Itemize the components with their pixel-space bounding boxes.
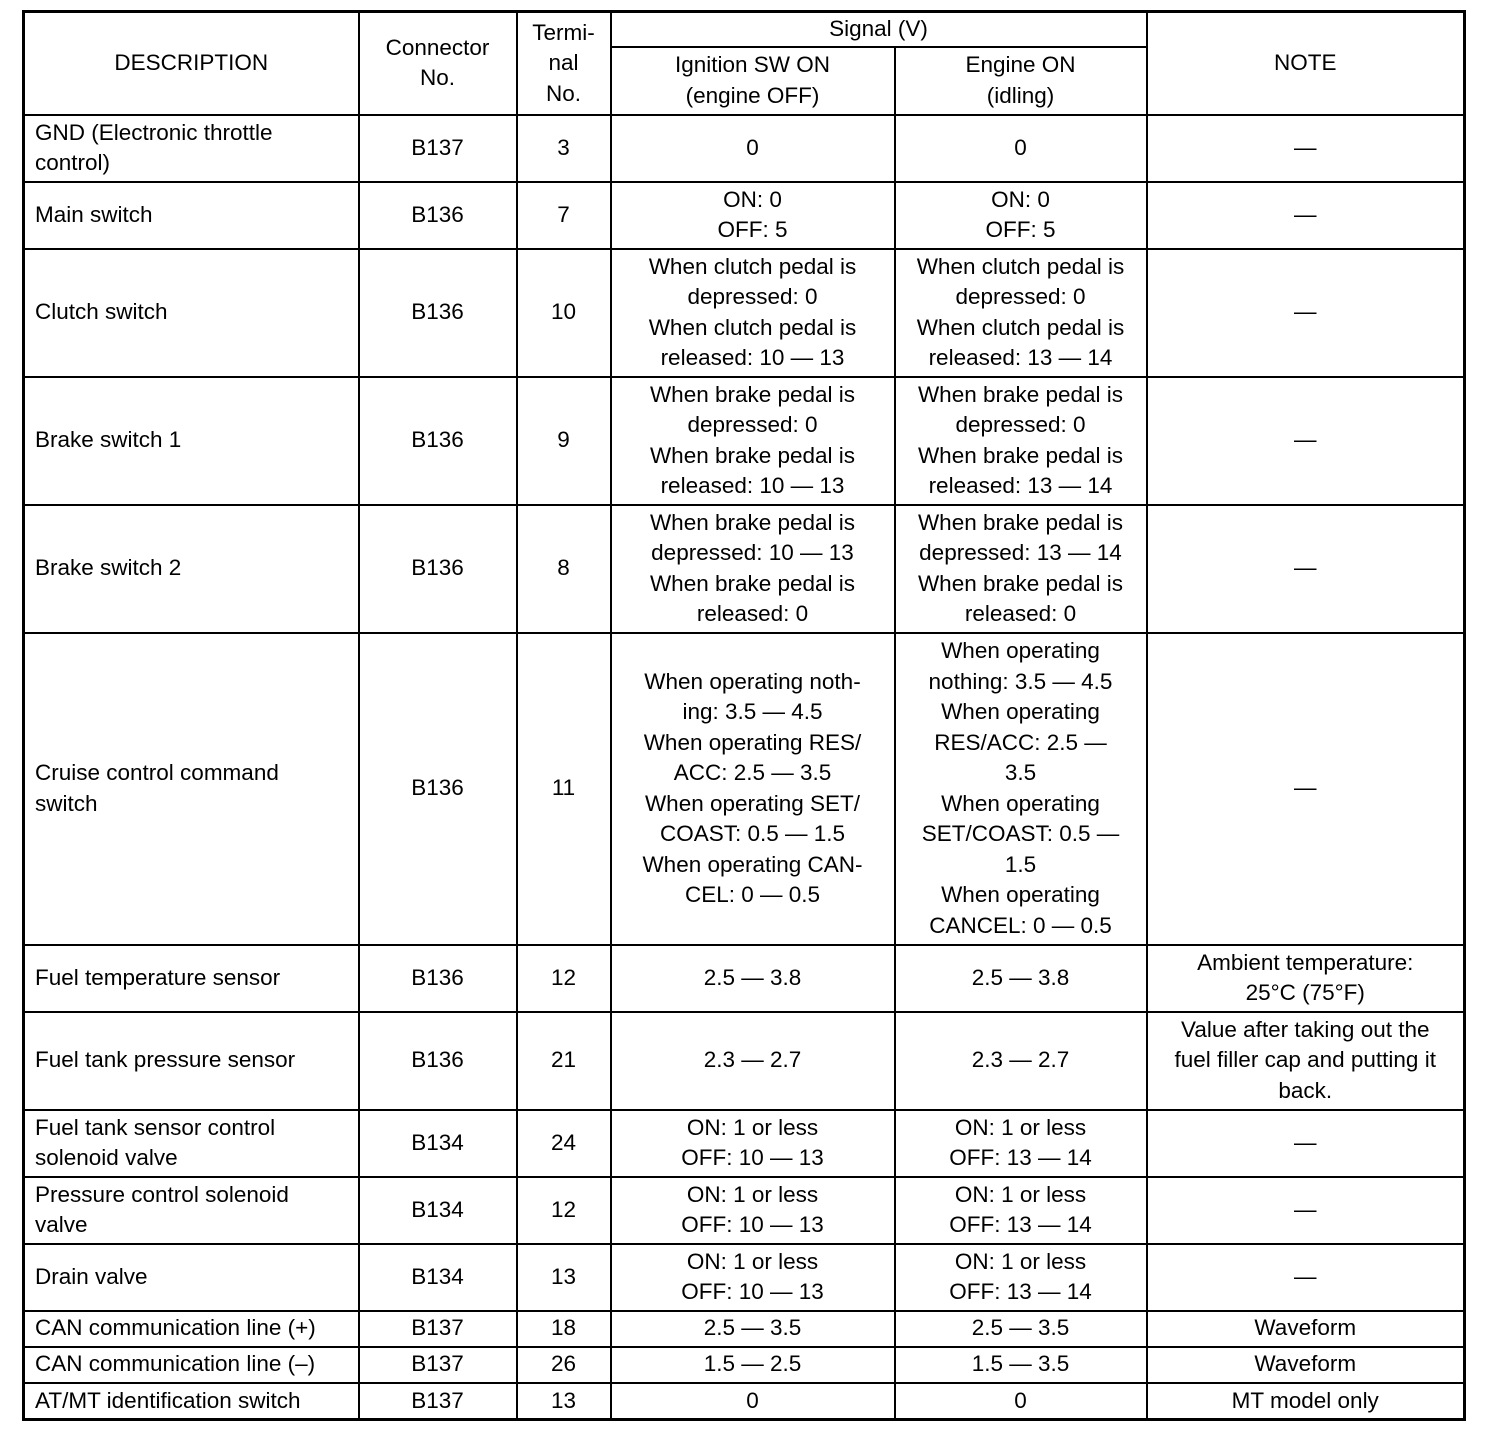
engine-signal-cell-line: ON: 1 or less — [954, 1248, 1087, 1274]
note-cell-line: — — [1294, 1196, 1317, 1222]
description-cell-line: Fuel tank sensor control — [35, 1114, 276, 1140]
engine-signal-cell — [895, 945, 1147, 1012]
note-cell-line: back. — [1278, 1077, 1333, 1103]
ignition-signal-cell-line: OFF: 5 — [717, 217, 788, 242]
ignition-signal-cell — [611, 182, 895, 249]
note-cell — [1147, 1244, 1465, 1311]
description-cell-line: Fuel tank pressure sensor — [35, 1047, 296, 1073]
engine-signal-cell-line: 3.5 — [1004, 760, 1037, 785]
description-cell-line: Cruise control command — [35, 760, 279, 785]
engine-signal-cell-line: released: 13 — 14 — [928, 345, 1113, 370]
engine-signal-cell-line: SET/COAST: 0.5 — — [921, 821, 1120, 846]
connector-cell: B136 — [359, 633, 517, 945]
terminal-cell: 12 — [517, 1177, 611, 1244]
ignition-signal-cell-line: released: 10 — 13 — [660, 345, 845, 370]
ignition-signal-cell-line: When clutch pedal is — [648, 253, 857, 279]
table-row — [24, 377, 1465, 505]
ignition-signal-cell — [611, 1012, 895, 1110]
engine-signal-cell-line: When brake pedal is — [917, 442, 1124, 468]
ignition-signal-cell-line: ON: 0 — [723, 186, 782, 212]
description-cell-line: CAN communication line (+) — [35, 1315, 316, 1341]
connector-cell: B137 — [359, 115, 517, 182]
connector-cell: B137 — [359, 1383, 517, 1420]
description-cell — [24, 945, 359, 1012]
description-cell-line: solenoid valve — [35, 1145, 178, 1170]
ignition-signal-cell — [611, 115, 895, 182]
ignition-signal-cell-line: OFF: 10 — 13 — [681, 1212, 824, 1237]
engine-signal-cell — [895, 249, 1147, 377]
page — [22, 10, 1466, 1421]
note-cell — [1147, 249, 1465, 377]
ignition-signal-cell-line: 2.5 — 3.8 — [703, 964, 802, 990]
ignition-signal-cell — [611, 633, 895, 945]
engine-signal-cell-line: OFF: 13 — 14 — [949, 1212, 1092, 1237]
ignition-signal-cell-line: 2.3 — 2.7 — [703, 1047, 802, 1073]
note-cell-line: Ambient temperature: — [1197, 949, 1414, 975]
header-engine-on: Engine ON (idling) — [895, 47, 1147, 115]
signal-spec-table — [22, 10, 1466, 1421]
engine-signal-cell-line: OFF: 13 — 14 — [949, 1145, 1092, 1170]
ignition-signal-cell-line: released: 10 — 13 — [660, 473, 845, 498]
engine-signal-cell-line: 1.5 — 3.5 — [971, 1351, 1070, 1377]
engine-signal-cell — [895, 1110, 1147, 1177]
note-cell-line: — — [1294, 555, 1317, 581]
note-cell-line: — — [1294, 427, 1317, 453]
table-row — [24, 505, 1465, 633]
description-cell — [24, 1383, 359, 1420]
ignition-signal-cell-line: When operating CAN- — [642, 851, 863, 877]
description-cell — [24, 1311, 359, 1347]
connector-cell: B136 — [359, 1012, 517, 1110]
description-cell-line: Pressure control solenoid — [35, 1181, 289, 1207]
table-row — [24, 182, 1465, 249]
note-cell — [1147, 115, 1465, 182]
engine-signal-cell — [895, 505, 1147, 633]
note-cell — [1147, 1311, 1465, 1347]
ignition-signal-cell — [611, 945, 895, 1012]
note-cell-line: — — [1294, 134, 1317, 160]
ignition-signal-cell-line: OFF: 10 — 13 — [681, 1279, 824, 1304]
note-cell — [1147, 1177, 1465, 1244]
ignition-signal-cell — [611, 1177, 895, 1244]
engine-signal-cell-line: When operating — [941, 790, 1100, 816]
table-row — [24, 1383, 1465, 1420]
ignition-signal-cell-line: released: 0 — [696, 601, 809, 626]
description-cell-line: Brake switch 2 — [35, 555, 182, 581]
note-cell — [1147, 945, 1465, 1012]
engine-signal-cell — [895, 377, 1147, 505]
engine-signal-cell-line: When operating — [941, 882, 1100, 907]
description-cell-line: Drain valve — [35, 1263, 148, 1289]
ignition-signal-cell-line: When brake pedal is — [649, 381, 856, 407]
engine-signal-cell-line: When operating — [941, 638, 1100, 663]
engine-signal-cell — [895, 1177, 1147, 1244]
description-cell-line: switch — [35, 790, 98, 816]
ignition-signal-cell-line: depressed: 0 — [687, 412, 818, 437]
terminal-cell: 10 — [517, 249, 611, 377]
header-note: NOTE — [1147, 12, 1465, 115]
ignition-signal-cell-line: 0 — [746, 1387, 759, 1413]
ignition-signal-cell-line: depressed: 10 — 13 — [651, 540, 854, 565]
description-cell-line: Brake switch 1 — [35, 427, 182, 453]
engine-signal-cell-line: 0 — [1014, 134, 1027, 160]
ignition-signal-cell-line: When operating noth- — [644, 668, 861, 694]
table-row — [24, 249, 1465, 377]
note-cell-line: — — [1294, 299, 1317, 325]
terminal-cell: 3 — [517, 115, 611, 182]
description-cell — [24, 377, 359, 505]
engine-signal-cell-line: RES/ACC: 2.5 — — [934, 729, 1107, 755]
engine-signal-cell-line: When brake pedal is — [917, 570, 1124, 596]
engine-signal-cell-line: When brake pedal is — [917, 509, 1124, 535]
header-ignition-sw-on: Ignition SW ON (engine OFF) — [611, 47, 895, 115]
table-body — [24, 115, 1465, 1420]
terminal-cell: 12 — [517, 945, 611, 1012]
ignition-signal-cell — [611, 1347, 895, 1383]
table-row — [24, 1177, 1465, 1244]
engine-signal-cell-line: OFF: 5 — [985, 217, 1056, 242]
ignition-signal-cell — [611, 377, 895, 505]
ignition-signal-cell — [611, 505, 895, 633]
connector-cell: B136 — [359, 377, 517, 505]
engine-signal-cell-line: released: 13 — 14 — [928, 473, 1113, 498]
table-row — [24, 1347, 1465, 1383]
ignition-signal-cell-line: ON: 1 or less — [686, 1248, 819, 1274]
engine-signal-cell-line: ON: 1 or less — [954, 1114, 1087, 1140]
ignition-signal-cell-line: CEL: 0 — 0.5 — [684, 882, 821, 907]
engine-signal-cell-line: When clutch pedal is — [916, 253, 1125, 279]
engine-signal-cell-line: When operating — [941, 699, 1100, 724]
engine-signal-cell — [895, 1311, 1147, 1347]
terminal-cell: 21 — [517, 1012, 611, 1110]
ignition-signal-cell-line: When brake pedal is — [649, 442, 856, 468]
connector-cell: B134 — [359, 1177, 517, 1244]
table-row — [24, 1012, 1465, 1110]
description-cell — [24, 115, 359, 182]
note-cell — [1147, 505, 1465, 633]
connector-cell: B136 — [359, 249, 517, 377]
terminal-cell: 13 — [517, 1383, 611, 1420]
connector-cell: B134 — [359, 1244, 517, 1311]
engine-signal-cell-line: depressed: 0 — [955, 412, 1086, 437]
ignition-signal-cell — [611, 1244, 895, 1311]
description-cell — [24, 1012, 359, 1110]
description-cell — [24, 1347, 359, 1383]
description-cell-line: Main switch — [35, 201, 153, 227]
ignition-signal-cell-line: ACC: 2.5 — 3.5 — [673, 760, 832, 785]
connector-cell: B136 — [359, 182, 517, 249]
engine-signal-cell-line: ON: 0 — [991, 186, 1050, 212]
terminal-cell: 8 — [517, 505, 611, 633]
note-cell — [1147, 182, 1465, 249]
engine-signal-cell — [895, 115, 1147, 182]
connector-cell: B137 — [359, 1347, 517, 1383]
ignition-signal-cell — [611, 1383, 895, 1420]
header-connector-no: Connector No. — [359, 12, 517, 115]
engine-signal-cell — [895, 1244, 1147, 1311]
ignition-signal-cell — [611, 1311, 895, 1347]
note-cell-line: Waveform — [1254, 1315, 1357, 1341]
connector-cell: B134 — [359, 1110, 517, 1177]
ignition-signal-cell-line: When operating SET/ — [644, 790, 861, 816]
ignition-signal-cell-line: ON: 1 or less — [686, 1114, 819, 1140]
ignition-signal-cell-line: When operating RES/ — [643, 729, 862, 755]
engine-signal-cell-line: nothing: 3.5 — 4.5 — [928, 668, 1113, 694]
engine-signal-cell-line: OFF: 13 — 14 — [949, 1279, 1092, 1304]
description-cell-line: GND (Electronic throttle — [35, 119, 273, 145]
ignition-signal-cell-line: When clutch pedal is — [648, 314, 857, 340]
connector-cell: B137 — [359, 1311, 517, 1347]
table-row — [24, 945, 1465, 1012]
note-cell-line: fuel filler cap and putting it — [1174, 1047, 1436, 1073]
description-cell-line: valve — [35, 1212, 88, 1237]
engine-signal-cell — [895, 1383, 1147, 1420]
note-cell — [1147, 1383, 1465, 1420]
ignition-signal-cell-line: depressed: 0 — [687, 284, 818, 309]
table-row — [24, 115, 1465, 182]
description-cell — [24, 249, 359, 377]
connector-cell: B136 — [359, 505, 517, 633]
engine-signal-cell-line: 0 — [1014, 1387, 1027, 1413]
note-cell-line: 25°C (75°F) — [1245, 980, 1365, 1005]
description-cell-line: control) — [35, 150, 111, 175]
ignition-signal-cell-line: OFF: 10 — 13 — [681, 1145, 824, 1170]
table-row — [24, 1110, 1465, 1177]
description-cell — [24, 1177, 359, 1244]
terminal-cell: 13 — [517, 1244, 611, 1311]
note-cell-line: Value after taking out the — [1181, 1016, 1430, 1042]
connector-cell: B136 — [359, 945, 517, 1012]
ignition-signal-cell-line: 2.5 — 3.5 — [703, 1315, 802, 1341]
note-cell — [1147, 1110, 1465, 1177]
engine-signal-cell-line: ON: 1 or less — [954, 1181, 1087, 1207]
terminal-cell: 11 — [517, 633, 611, 945]
table-row — [24, 633, 1465, 945]
description-cell — [24, 182, 359, 249]
engine-signal-cell-line: released: 0 — [964, 601, 1077, 626]
engine-signal-cell-line: depressed: 13 — 14 — [919, 540, 1122, 565]
engine-signal-cell — [895, 182, 1147, 249]
engine-signal-cell — [895, 1347, 1147, 1383]
note-cell-line: Waveform — [1254, 1351, 1357, 1377]
header-row-1 — [24, 12, 1465, 47]
engine-signal-cell — [895, 633, 1147, 945]
note-cell-line: MT model only — [1231, 1387, 1379, 1413]
ignition-signal-cell-line: 0 — [746, 134, 759, 160]
ignition-signal-cell — [611, 1110, 895, 1177]
table-row — [24, 1311, 1465, 1347]
table-header — [24, 12, 1465, 115]
ignition-signal-cell-line: ing: 3.5 — 4.5 — [682, 699, 823, 724]
engine-signal-cell-line: When clutch pedal is — [916, 314, 1125, 340]
description-cell — [24, 633, 359, 945]
terminal-cell: 24 — [517, 1110, 611, 1177]
terminal-cell: 26 — [517, 1347, 611, 1383]
description-cell-line: Clutch switch — [35, 299, 168, 325]
engine-signal-cell-line: When brake pedal is — [917, 381, 1124, 407]
engine-signal-cell-line: 2.5 — 3.5 — [971, 1315, 1070, 1341]
terminal-cell: 7 — [517, 182, 611, 249]
engine-signal-cell — [895, 1012, 1147, 1110]
header-signal-v: Signal (V) — [611, 12, 1147, 47]
engine-signal-cell-line: 2.5 — 3.8 — [971, 964, 1070, 990]
terminal-cell: 18 — [517, 1311, 611, 1347]
note-cell-line: — — [1294, 1129, 1317, 1155]
ignition-signal-cell-line: ON: 1 or less — [686, 1181, 819, 1207]
note-cell — [1147, 377, 1465, 505]
engine-signal-cell-line: CANCEL: 0 — 0.5 — [929, 912, 1112, 938]
description-cell — [24, 1244, 359, 1311]
table-row — [24, 1244, 1465, 1311]
note-cell-line: — — [1294, 775, 1317, 801]
description-cell — [24, 505, 359, 633]
note-cell — [1147, 1012, 1465, 1110]
note-cell-line: — — [1294, 1263, 1317, 1289]
description-cell-line: AT/MT identification switch — [35, 1387, 301, 1413]
header-terminal-no: Termi- nal No. — [517, 12, 611, 115]
ignition-signal-cell-line: 1.5 — 2.5 — [703, 1351, 802, 1377]
note-cell — [1147, 633, 1465, 945]
ignition-signal-cell — [611, 249, 895, 377]
description-cell — [24, 1110, 359, 1177]
ignition-signal-cell-line: COAST: 0.5 — 1.5 — [659, 821, 846, 846]
engine-signal-cell-line: 1.5 — [1004, 851, 1037, 877]
header-description: DESCRIPTION — [24, 12, 359, 115]
ignition-signal-cell-line: When brake pedal is — [649, 509, 856, 535]
note-cell-line: — — [1294, 201, 1317, 227]
note-cell — [1147, 1347, 1465, 1383]
engine-signal-cell-line: depressed: 0 — [955, 284, 1086, 309]
description-cell-line: CAN communication line (–) — [35, 1351, 316, 1377]
terminal-cell: 9 — [517, 377, 611, 505]
description-cell-line: Fuel temperature sensor — [35, 964, 281, 990]
engine-signal-cell-line: 2.3 — 2.7 — [971, 1047, 1070, 1073]
ignition-signal-cell-line: When brake pedal is — [649, 570, 856, 596]
